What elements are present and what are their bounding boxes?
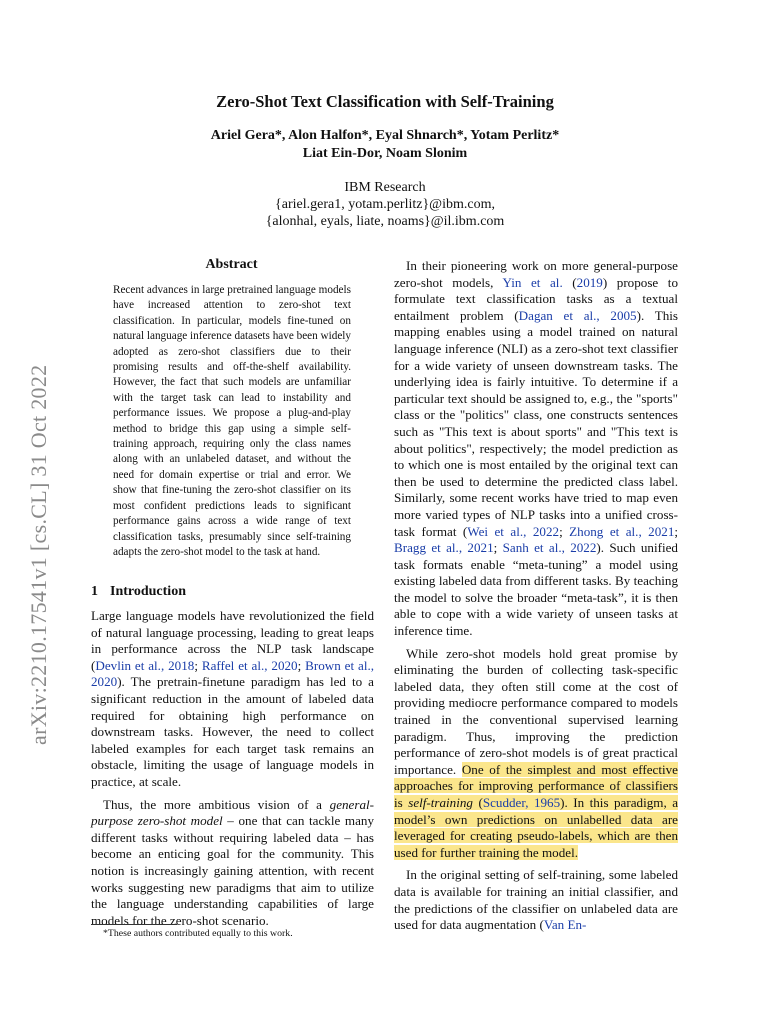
author-line-1: Ariel Gera*, Alon Halfon*, Eyal Shnarch*, Yotam Perlitz*	[210, 128, 560, 143]
text-run: (	[472, 795, 483, 810]
abstract-text: Recent advances in large pretrained language models have increased attention to zero-shot text classification. In particular, models fine-tuned on natural language inference datasets have been widely adopted as zero-shot classifiers due to their promising results and off-the-shelf availability. However, the fact that such models are unfamiliar with the target task can lead to instability and performance issues. We propose a plug-and-play method to bridge this gap using a simple self-training approach, requiring only the class names along with an unlabeled dataset, and without the need for domain expertise or trial and error. We show that fine-tuning the zero-shot classifier on its most confident predictions leads to significant performance gains across a wide range of text classification tasks, presumably since self-training adapts the zero-shot model to the task at hand.	[113, 284, 351, 558]
text-run: ). In this paradigm, a model’s own predictions on unlabelled data are leveraged for creating pseudo-labels, which are then used for further training the model.	[394, 795, 679, 860]
citation-link[interactable]: Van En-	[543, 917, 587, 933]
text-run: ;	[194, 657, 202, 673]
abstract-heading: Abstract	[205, 257, 258, 272]
author-list	[90, 127, 680, 163]
paper-title: Zero-Shot Text Classification with Self-Training	[216, 92, 554, 111]
text-run: Thus, the more ambitious vision of a	[103, 796, 330, 812]
section-title: Introduction	[110, 584, 186, 599]
text-run: ). The pretrain-finetune paradigm has led to a significant reduction in the amount of labeled data required for obtaining high performance on downstream tasks. However, the need to collect labeled examples for each target task remains an obstacle, limiting the usage of language models in practice, at scale.	[91, 674, 374, 789]
citation-link[interactable]: 2019	[576, 274, 603, 290]
left-column-body	[91, 608, 374, 929]
arxiv-identifier: arXiv:2210.17541v1 [cs.CL] 31 Oct 2022	[26, 364, 51, 745]
text-run: ;	[297, 657, 306, 673]
text-run: ) propose to formulate text classification tasks as a textual entailment problem (	[394, 274, 678, 323]
text-run: In the original setting of self-training, some labeled data is available for training an initial classifier, and the predictions of the classifier on unlabeled data are used for data augmentation (	[394, 867, 678, 933]
emphasis-text: general-purpose zero-shot model	[91, 796, 374, 829]
text-run: In their pioneering work on more general-purpose zero-shot models,	[394, 258, 678, 290]
paragraph-original-self-training	[394, 867, 678, 933]
intro-paragraph-2	[91, 797, 374, 930]
section-number: 1	[91, 584, 98, 599]
text-run: ). Such unified task formats enable “meta-tuning” a model using existing labeled data from different tasks. By teaching the model to solve the broader “meta-task”, it is then able to cope with a wide variety of unseen tasks at inference time.	[394, 540, 678, 639]
text-run: ;	[559, 523, 570, 539]
affiliation	[90, 179, 680, 230]
citation-link[interactable]: Devlin et al., 2018	[95, 657, 195, 673]
citation-link[interactable]: Yin et al.	[502, 274, 563, 290]
affiliation-email-2: {alonhal, eyals, liate, noams}@il.ibm.com	[265, 214, 505, 229]
footnote: *These authors contributed equally to this work.	[103, 928, 293, 939]
affiliation-org: IBM Research	[344, 180, 426, 195]
text-run: While zero-shot models hold great promise by eliminating the burden of collecting task-specific labeled data, they often still come at the cost of providing mediocre performance compared to models trained in the conventional supervised learning paradigm. Thus, improving the prediction performance of zero-shot models is of great practical importance.	[394, 645, 678, 777]
citation-link[interactable]: Sanh et al., 2022	[502, 540, 597, 556]
emphasis-text: self-training	[408, 795, 473, 810]
text-run: Large language models have revolutionized the field of natural language processing, leading to great leaps in performance across the NLP task landscape (	[91, 608, 374, 673]
citation-link[interactable]: Raffel et al., 2020	[201, 657, 298, 673]
citation-link[interactable]: Brown et al., 2020	[91, 657, 374, 690]
author-line-2: Liat Ein-Dor, Noam Slonim	[302, 146, 468, 161]
right-column-body	[394, 258, 678, 934]
text-run: (	[562, 274, 577, 290]
text-run: ;	[674, 523, 679, 539]
citation-link[interactable]: Dagan et al., 2005	[518, 307, 637, 323]
citation-link[interactable]: Scudder, 1965	[482, 795, 561, 810]
citation-link[interactable]: Wei et al., 2022	[467, 523, 560, 539]
text-run: ). This mapping enables using a model trained on natural language inference (NLI) as a zero-shot text classifier for a wide variety of unseen downstream tasks. The underlying idea is fairly intuitive. To determine if a particular text should be assigned to, e.g., the "sports" class or the "politics" class, one constructs sentences such as "This text is about sports" and "This text is about politics", respectively; the model prediction as to which one is most entailed by the original text can then be used to determine the predicted class label. Similarly, some recent works have tried to map even more varied types of NLP tasks into a unified cross-task format (	[394, 307, 678, 539]
section-heading-introduction	[91, 584, 186, 600]
citation-link[interactable]: Bragg et al., 2021	[394, 540, 494, 556]
citation-link[interactable]: Zhong et al., 2021	[569, 523, 675, 539]
affiliation-email-1: {ariel.gera1, yotam.perlitz}@ibm.com,	[275, 197, 495, 212]
text-run: ;	[493, 540, 503, 556]
paragraph-self-training-motivation	[394, 646, 678, 862]
footnote-rule	[91, 924, 177, 925]
paragraph-zero-shot-models	[394, 258, 678, 640]
text-run: – one that can tackle many different tasks without requiring labeled data – has become an enticing goal for the community. This notion is increasingly gaining attention, with recent works suggesting new paradigms that aim to utilize the language understanding capabilities of large models for the zero-shot scenario.	[91, 813, 374, 928]
intro-paragraph-1	[91, 608, 374, 791]
text-run: One of the simplest and most effective approaches for improving performance of classifiers is	[394, 761, 678, 810]
